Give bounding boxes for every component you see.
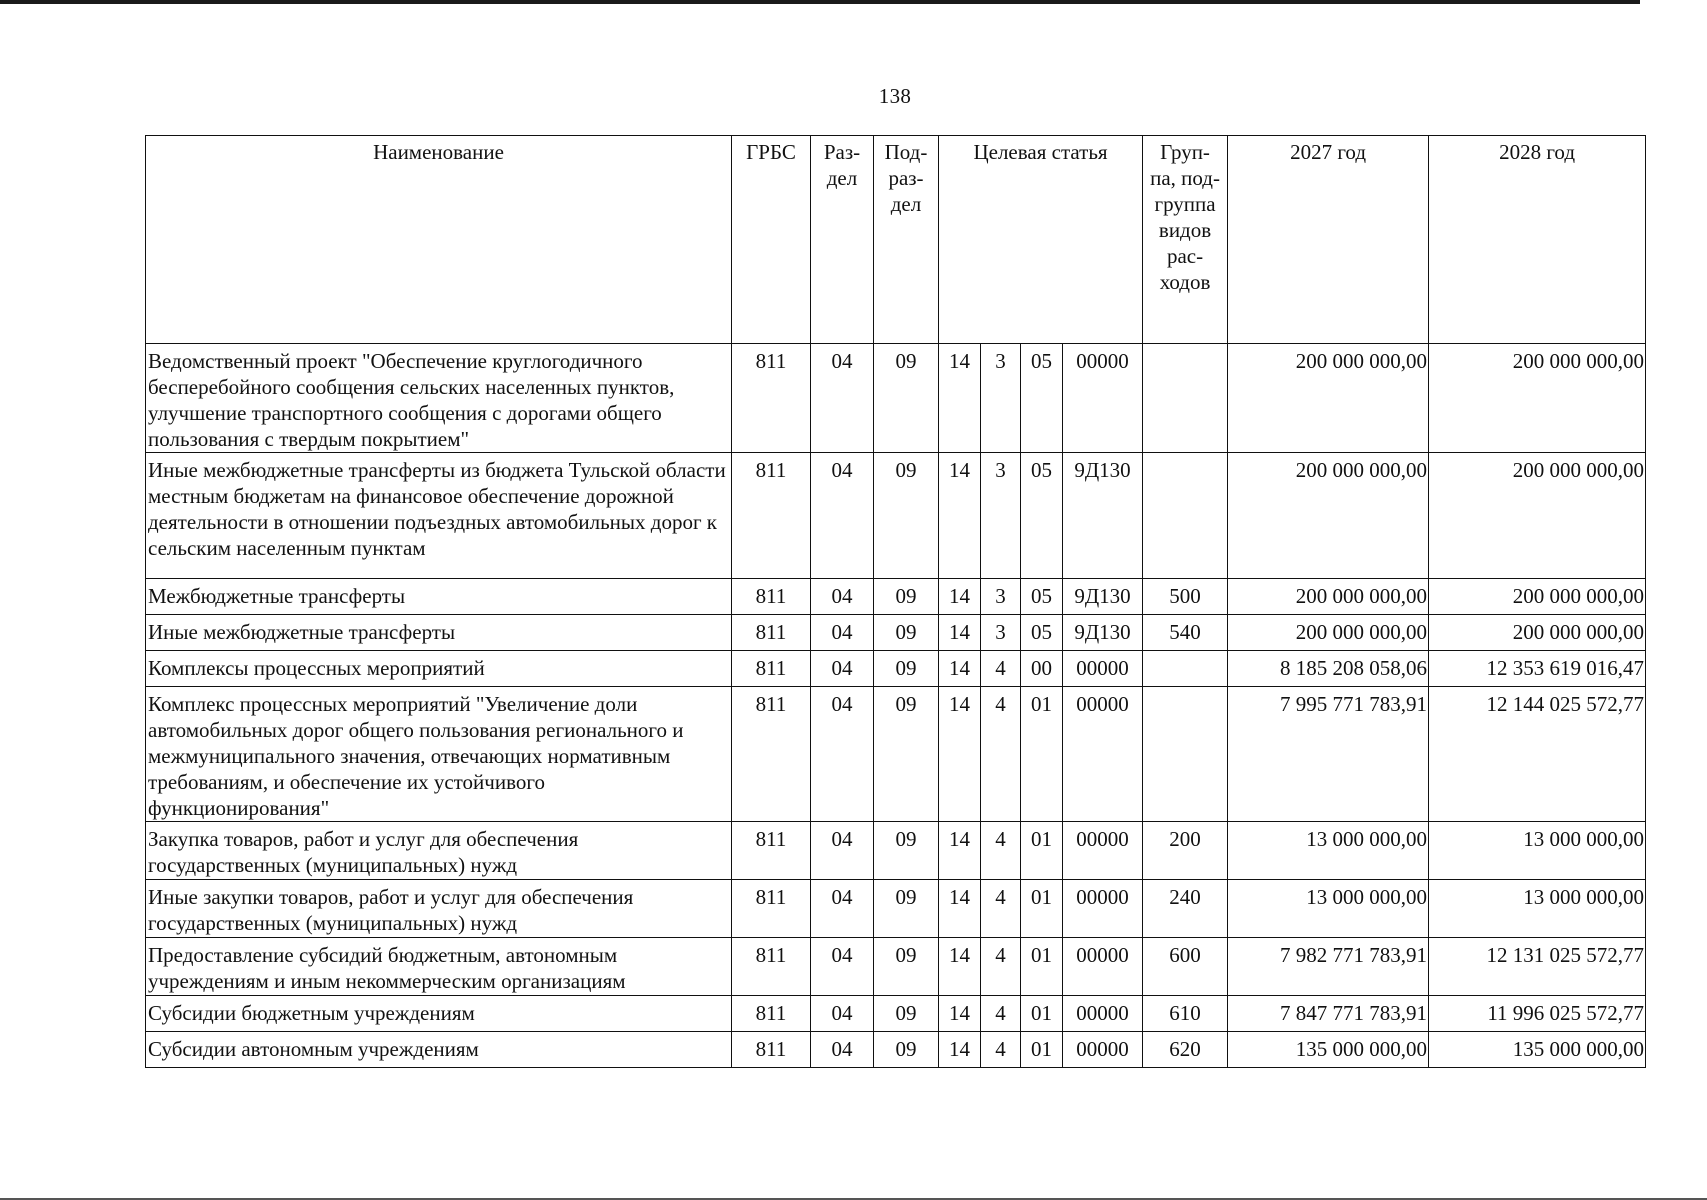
budget-table <box>145 135 1646 1068</box>
row-target-element: 05 <box>1021 579 1063 615</box>
row-amount-2028: 12 131 025 572,77 <box>1429 938 1646 996</box>
row-target-program: 14 <box>939 453 981 579</box>
row-name: Иные межбюджетные трансферты из бюджета Тульской области местным бюджетам на финансовое обеспечение дорожной деятельности в отношении подъездных автомобильных дорог к сельским населенным пунктам <box>146 453 732 579</box>
row-subsection: 09 <box>874 996 939 1032</box>
row-target-program: 14 <box>939 687 981 822</box>
row-amount-2028: 200 000 000,00 <box>1429 615 1646 651</box>
row-target-direction: 00000 <box>1063 822 1143 880</box>
row-amount-2028: 13 000 000,00 <box>1429 822 1646 880</box>
row-grbs: 811 <box>732 615 811 651</box>
header-expense-group-label: Груп- па, под- группа видов рас- ходов <box>1150 140 1220 294</box>
row-expense-group: 200 <box>1143 822 1228 880</box>
row-subsection: 09 <box>874 687 939 822</box>
row-target-type: 3 <box>981 344 1021 453</box>
row-amount-2028: 12 353 619 016,47 <box>1429 651 1646 687</box>
row-target-direction: 00000 <box>1063 687 1143 822</box>
header-grbs: ГРБС <box>732 136 811 344</box>
row-section: 04 <box>811 453 874 579</box>
row-target-direction: 9Д130 <box>1063 615 1143 651</box>
row-target-direction: 00000 <box>1063 938 1143 996</box>
row-target-direction: 9Д130 <box>1063 453 1143 579</box>
row-target-element: 01 <box>1021 687 1063 822</box>
row-section: 04 <box>811 344 874 453</box>
row-subsection: 09 <box>874 453 939 579</box>
row-grbs: 811 <box>732 822 811 880</box>
row-amount-2027: 200 000 000,00 <box>1228 615 1429 651</box>
row-target-type: 4 <box>981 1032 1021 1068</box>
table-row <box>146 938 1646 996</box>
row-amount-2027: 135 000 000,00 <box>1228 1032 1429 1068</box>
row-amount-2028: 12 144 025 572,77 <box>1429 687 1646 822</box>
row-grbs: 811 <box>732 687 811 822</box>
row-target-type: 3 <box>981 615 1021 651</box>
page-number: 138 <box>878 84 912 108</box>
row-amount-2027: 200 000 000,00 <box>1228 453 1429 579</box>
row-expense-group <box>1143 344 1228 453</box>
row-target-type: 4 <box>981 687 1021 822</box>
row-section: 04 <box>811 996 874 1032</box>
header-subsection <box>874 136 939 344</box>
row-target-program: 14 <box>939 938 981 996</box>
row-target-program: 14 <box>939 344 981 453</box>
row-target-element: 05 <box>1021 344 1063 453</box>
row-grbs: 811 <box>732 996 811 1032</box>
row-grbs: 811 <box>732 1032 811 1068</box>
table-row <box>146 579 1646 615</box>
row-name: Комплекс процессных мероприятий "Увеличение доли автомобильных дорог общего пользования регионального и межмуниципального значения, отвечающих нормативным требованиям, и обеспечение их устойчивого функционирования" <box>146 687 732 822</box>
row-subsection: 09 <box>874 880 939 938</box>
row-target-direction: 00000 <box>1063 651 1143 687</box>
row-expense-group: 610 <box>1143 996 1228 1032</box>
scan-edge-top <box>0 0 1640 4</box>
row-expense-group <box>1143 651 1228 687</box>
row-amount-2028: 200 000 000,00 <box>1429 344 1646 453</box>
row-subsection: 09 <box>874 1032 939 1068</box>
row-amount-2028: 200 000 000,00 <box>1429 453 1646 579</box>
row-amount-2028: 200 000 000,00 <box>1429 579 1646 615</box>
header-name: Наименование <box>146 136 732 344</box>
table-row <box>146 615 1646 651</box>
row-section: 04 <box>811 651 874 687</box>
header-expense-group <box>1143 136 1228 344</box>
header-year-2027: 2027 год <box>1228 136 1429 344</box>
row-subsection: 09 <box>874 615 939 651</box>
row-name: Субсидии автономным учреждениям <box>146 1032 732 1068</box>
row-amount-2028: 135 000 000,00 <box>1429 1032 1646 1068</box>
row-expense-group: 620 <box>1143 1032 1228 1068</box>
row-target-direction: 00000 <box>1063 344 1143 453</box>
row-grbs: 811 <box>732 880 811 938</box>
header-target-article: Целевая статья <box>939 136 1143 344</box>
row-section: 04 <box>811 615 874 651</box>
row-target-direction: 00000 <box>1063 1032 1143 1068</box>
row-target-element: 01 <box>1021 822 1063 880</box>
row-expense-group: 540 <box>1143 615 1228 651</box>
table-row <box>146 687 1646 822</box>
row-name: Комплексы процессных мероприятий <box>146 651 732 687</box>
row-expense-group: 240 <box>1143 880 1228 938</box>
row-target-program: 14 <box>939 880 981 938</box>
row-target-type: 4 <box>981 938 1021 996</box>
row-amount-2027: 200 000 000,00 <box>1228 579 1429 615</box>
row-target-element: 01 <box>1021 996 1063 1032</box>
header-subsection-label: Под- раз- дел <box>884 140 928 216</box>
row-target-direction: 00000 <box>1063 996 1143 1032</box>
row-amount-2027: 7 995 771 783,91 <box>1228 687 1429 822</box>
row-grbs: 811 <box>732 579 811 615</box>
table-row <box>146 880 1646 938</box>
row-section: 04 <box>811 687 874 822</box>
row-amount-2027: 13 000 000,00 <box>1228 880 1429 938</box>
row-expense-group <box>1143 453 1228 579</box>
row-target-type: 4 <box>981 880 1021 938</box>
row-target-type: 3 <box>981 579 1021 615</box>
row-target-element: 01 <box>1021 938 1063 996</box>
row-target-program: 14 <box>939 579 981 615</box>
row-section: 04 <box>811 1032 874 1068</box>
row-amount-2028: 11 996 025 572,77 <box>1429 996 1646 1032</box>
row-expense-group: 500 <box>1143 579 1228 615</box>
row-target-element: 00 <box>1021 651 1063 687</box>
row-grbs: 811 <box>732 938 811 996</box>
row-name: Ведомственный проект "Обеспечение круглогодичного бесперебойного сообщения сельских населенных пунктов, улучшение транспортного сообщения с дорогами общего пользования с твердым покрытием" <box>146 344 732 453</box>
row-target-type: 4 <box>981 996 1021 1032</box>
row-target-direction: 00000 <box>1063 880 1143 938</box>
row-amount-2027: 7 847 771 783,91 <box>1228 996 1429 1032</box>
row-subsection: 09 <box>874 344 939 453</box>
header-row <box>146 136 1646 344</box>
row-name: Межбюджетные трансферты <box>146 579 732 615</box>
table-row <box>146 822 1646 880</box>
row-target-element: 05 <box>1021 453 1063 579</box>
row-subsection: 09 <box>874 579 939 615</box>
row-expense-group: 600 <box>1143 938 1228 996</box>
row-target-element: 01 <box>1021 1032 1063 1068</box>
table-row <box>146 1032 1646 1068</box>
header-section <box>811 136 874 344</box>
row-target-element: 05 <box>1021 615 1063 651</box>
row-amount-2027: 7 982 771 783,91 <box>1228 938 1429 996</box>
table-row <box>146 344 1646 453</box>
row-amount-2027: 13 000 000,00 <box>1228 822 1429 880</box>
table-header <box>146 136 1646 344</box>
row-target-direction: 9Д130 <box>1063 579 1143 615</box>
row-target-element: 01 <box>1021 880 1063 938</box>
row-grbs: 811 <box>732 651 811 687</box>
table-body <box>146 344 1646 1068</box>
header-section-label: Раз- дел <box>823 140 861 190</box>
row-subsection: 09 <box>874 938 939 996</box>
header-year-2028: 2028 год <box>1429 136 1646 344</box>
row-target-program: 14 <box>939 1032 981 1068</box>
table-row <box>146 651 1646 687</box>
table-row <box>146 453 1646 579</box>
row-amount-2027: 8 185 208 058,06 <box>1228 651 1429 687</box>
row-name: Субсидии бюджетным учреждениям <box>146 996 732 1032</box>
row-expense-group <box>1143 687 1228 822</box>
row-target-program: 14 <box>939 822 981 880</box>
row-target-type: 4 <box>981 822 1021 880</box>
row-target-program: 14 <box>939 615 981 651</box>
row-amount-2027: 200 000 000,00 <box>1228 344 1429 453</box>
row-grbs: 811 <box>732 344 811 453</box>
row-name: Иные межбюджетные трансферты <box>146 615 732 651</box>
row-subsection: 09 <box>874 651 939 687</box>
row-target-program: 14 <box>939 996 981 1032</box>
row-section: 04 <box>811 938 874 996</box>
row-subsection: 09 <box>874 822 939 880</box>
row-target-program: 14 <box>939 651 981 687</box>
row-section: 04 <box>811 579 874 615</box>
row-section: 04 <box>811 822 874 880</box>
row-name: Иные закупки товаров, работ и услуг для обеспечения государственных (муниципальных) нужд <box>146 880 732 938</box>
row-target-type: 4 <box>981 651 1021 687</box>
row-name: Закупка товаров, работ и услуг для обеспечения государственных (муниципальных) нужд <box>146 822 732 880</box>
row-amount-2028: 13 000 000,00 <box>1429 880 1646 938</box>
row-section: 04 <box>811 880 874 938</box>
row-grbs: 811 <box>732 453 811 579</box>
row-target-type: 3 <box>981 453 1021 579</box>
table-row <box>146 996 1646 1032</box>
row-name: Предоставление субсидий бюджетным, автономным учреждениям и иным некоммерческим организациям <box>146 938 732 996</box>
